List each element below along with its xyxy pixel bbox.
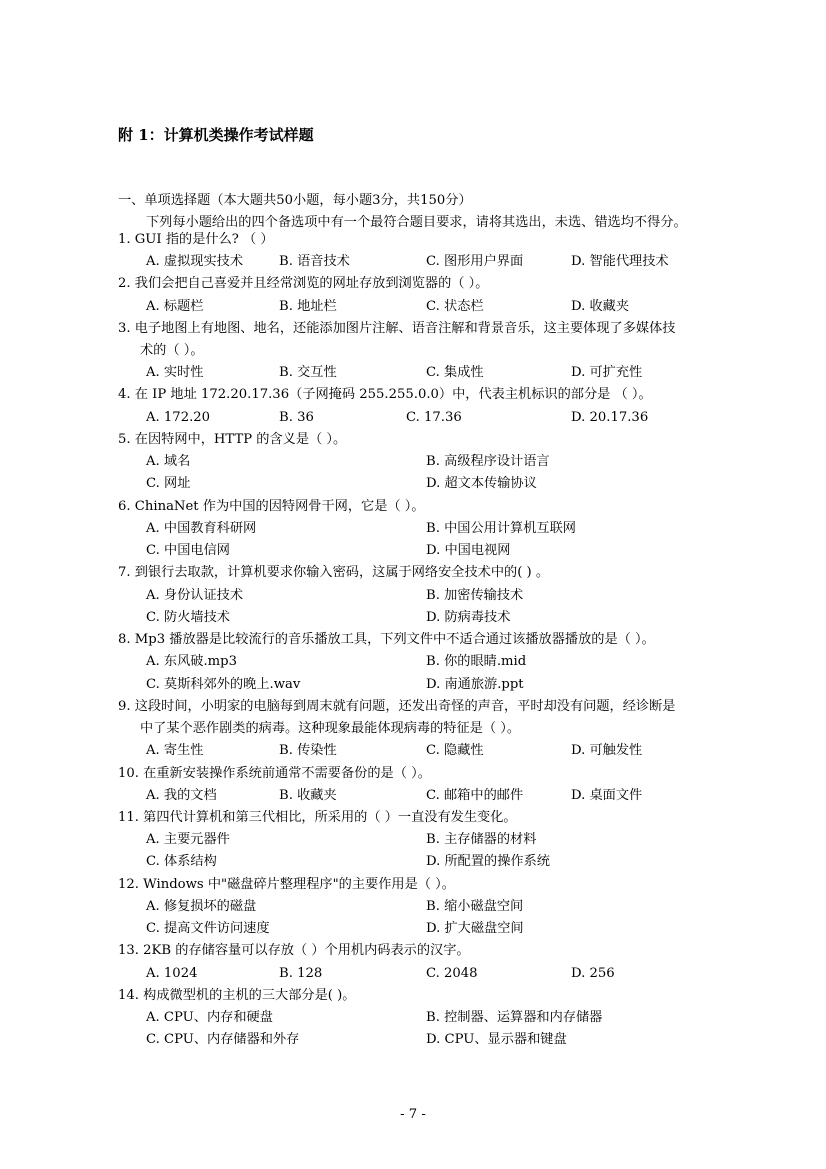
question-11-stem-line	[0, 808, 826, 828]
question-9-options	[0, 741, 826, 761]
option-c: C. 提高文件访问速度	[146, 921, 270, 936]
option-c: C. 2048	[426, 966, 478, 981]
option-d: D. 南通旅游.ppt	[426, 677, 524, 692]
question-10-stem-line	[0, 764, 826, 784]
option-c: C. 17.36	[406, 410, 462, 425]
question-stem: 14. 构成微型机的主机的三大部分是( )。	[118, 988, 356, 1003]
question-stem: 2. 我们会把自己喜爱并且经常浏览的网址存放到浏览器的（ ）。	[118, 276, 489, 291]
option-a: A. 我的文档	[146, 788, 217, 803]
option-c: C. 中国电信网	[146, 543, 230, 558]
option-b: B. 你的眼睛.mid	[426, 654, 527, 669]
option-a: A. 1024	[146, 966, 198, 981]
question-stem: 8. Mp3 播放器是比较流行的音乐播放工具，下列文件中不适合通过该播放器播放的是（ ）。	[118, 632, 655, 647]
option-c: C. 状态栏	[426, 299, 484, 314]
question-7-options-row-1	[0, 586, 826, 606]
document-title: 附 1：计算机类操作考试样题	[118, 126, 314, 144]
option-c: C. 防火墙技术	[146, 610, 230, 625]
option-c: C. 网址	[146, 476, 191, 491]
question-stem: 13. 2KB 的存储容量可以存放（ ）个用机内码表示的汉字。	[118, 943, 470, 958]
question-12-stem-line	[0, 875, 826, 895]
option-a: A. 中国教育科研网	[146, 521, 257, 536]
question-3-stem-line	[0, 319, 826, 339]
question-2-stem-line	[0, 274, 826, 294]
question-5-options-row-1	[0, 452, 826, 472]
question-7-options-row-2	[0, 608, 826, 628]
option-c: C. 邮箱中的邮件	[426, 788, 524, 803]
question-10-options	[0, 786, 826, 806]
option-d: D. 智能代理技术	[571, 254, 669, 269]
option-b: B. 加密传输技术	[426, 588, 524, 603]
option-c: C. 莫斯科郊外的晚上.wav	[146, 677, 301, 692]
question-11-options-row-1	[0, 830, 826, 850]
option-b: B. 地址栏	[279, 299, 337, 314]
option-d: D. 256	[571, 966, 615, 981]
question-12-options-row-1	[0, 897, 826, 917]
option-d: D. 防病毒技术	[426, 610, 511, 625]
option-b: B. 收藏夹	[279, 788, 337, 803]
question-stem: 6. ChinaNet 作为中国的因特网骨干网，它是（ ）。	[118, 499, 425, 514]
question-stem: 10. 在重新安装操作系统前通常不需要备份的是（ ）。	[118, 766, 431, 781]
question-5-stem-line	[0, 430, 826, 450]
option-a: A. 实时性	[146, 365, 204, 380]
option-d: D. 桌面文件	[571, 788, 643, 803]
option-d: D. 可触发性	[571, 743, 643, 758]
option-b: B. 高级程序设计语言	[426, 454, 550, 469]
option-a: A. 标题栏	[146, 299, 204, 314]
option-a: A. 域名	[146, 454, 191, 469]
question-14-options-row-1	[0, 1008, 826, 1028]
option-b: B. 主存储器的材料	[426, 832, 537, 847]
question-stem: 3. 电子地图上有地图、地名，还能添加图片注解、语音注解和背景音乐，这主要体现了多媒体技	[118, 321, 676, 336]
question-stem: 5. 在因特网中，HTTP 的含义是（ ）。	[118, 432, 347, 447]
question-7-stem-line	[0, 563, 826, 583]
question-3-options	[0, 363, 826, 383]
question-13-stem-line	[0, 941, 826, 961]
option-c: C. CPU、内存储器和外存	[146, 1032, 300, 1047]
question-stem: 4. 在 IP 地址 172.20.17.36（子网掩码 255.255.0.0）中，代表主机标识的部分是 （ ）。	[118, 387, 652, 402]
option-b: B. 36	[279, 410, 314, 425]
option-b: B. 交互性	[279, 365, 337, 380]
question-12-options-row-2	[0, 919, 826, 939]
option-d: D. 收藏夹	[571, 299, 630, 314]
question-8-stem-line	[0, 630, 826, 650]
question-4-stem-line	[0, 385, 826, 405]
option-a: A. CPU、内存和硬盘	[146, 1010, 273, 1025]
option-a: A. 东风破.mp3	[146, 654, 237, 669]
question-stem: 12. Windows 中"磁盘碎片整理程序"的主要作用是（ ）。	[118, 877, 455, 892]
option-b: B. 控制器、运算器和内存储器	[426, 1010, 603, 1025]
question-8-options-row-2	[0, 675, 826, 695]
question-stem: 1. GUI 指的是什么? （ ）	[118, 232, 274, 247]
option-d: D. 所配置的操作系统	[426, 854, 550, 869]
question-6-options-row-1	[0, 519, 826, 539]
option-c: C. 图形用户界面	[426, 254, 524, 269]
option-c: C. 集成性	[426, 365, 484, 380]
option-d: D. 中国电视网	[426, 543, 511, 558]
question-6-stem-line	[0, 497, 826, 517]
section-instruction: 下列每小题给出的四个备选项中有一个最符合题目要求，请将其选出，未选、错选均不得分。	[146, 215, 687, 230]
option-b: B. 中国公用计算机互联网	[426, 521, 576, 536]
option-d: D. 20.17.36	[571, 410, 649, 425]
option-a: A. 修复损坏的磁盘	[146, 899, 257, 914]
option-d: D. 超文本传输协议	[426, 476, 537, 491]
option-d: D. 可扩充性	[571, 365, 643, 380]
question-stem: 9. 这段时间，小明家的电脑每到周末就有问题，还发出奇怪的声音，平时却没有问题，经诊断是	[118, 699, 676, 714]
option-a: A. 身份认证技术	[146, 588, 244, 603]
option-b: B. 语音技术	[279, 254, 350, 269]
option-b: B. 传染性	[279, 743, 337, 758]
question-1-options	[0, 252, 826, 272]
question-9-stem-line	[0, 697, 826, 717]
page-number: - 7 -	[400, 1107, 426, 1122]
option-a: A. 主要元器件	[146, 832, 230, 847]
option-b: B. 缩小磁盘空间	[426, 899, 524, 914]
option-a: A. 172.20	[146, 410, 211, 425]
section-heading: 一、单项选择题（本大题共50小题，每小题3分，共150分）	[118, 193, 472, 208]
question-14-options-row-2	[0, 1030, 826, 1050]
question-9-stem-continuation	[0, 719, 826, 739]
question-2-options	[0, 297, 826, 317]
question-stem-continuation: 术的（ ）。	[140, 343, 204, 358]
option-d: D. 扩大磁盘空间	[426, 921, 524, 936]
question-stem: 7. 到银行去取款，计算机要求你输入密码，这属于网络安全技术中的( ) 。	[118, 565, 550, 580]
question-3-stem-continuation	[0, 341, 826, 361]
question-11-options-row-2	[0, 852, 826, 872]
question-8-options-row-1	[0, 652, 826, 672]
option-c: C. 体系结构	[146, 854, 217, 869]
question-stem-continuation: 中了某个恶作剧类的病毒。这种现象最能体现病毒的特征是（ ）。	[140, 721, 521, 736]
option-a: A. 寄生性	[146, 743, 204, 758]
option-d: D. CPU、显示器和键盘	[426, 1032, 567, 1047]
option-a: A. 虚拟现实技术	[146, 254, 244, 269]
question-1-stem-line	[0, 230, 826, 250]
question-5-options-row-2	[0, 474, 826, 494]
question-4-options	[0, 408, 826, 428]
question-stem: 11. 第四代计算机和第三代相比，所采用的（ ）一直没有发生变化。	[118, 810, 517, 825]
question-6-options-row-2	[0, 541, 826, 561]
question-14-stem-line	[0, 986, 826, 1006]
option-b: B. 128	[279, 966, 323, 981]
question-13-options	[0, 964, 826, 984]
option-c: C. 隐藏性	[426, 743, 484, 758]
